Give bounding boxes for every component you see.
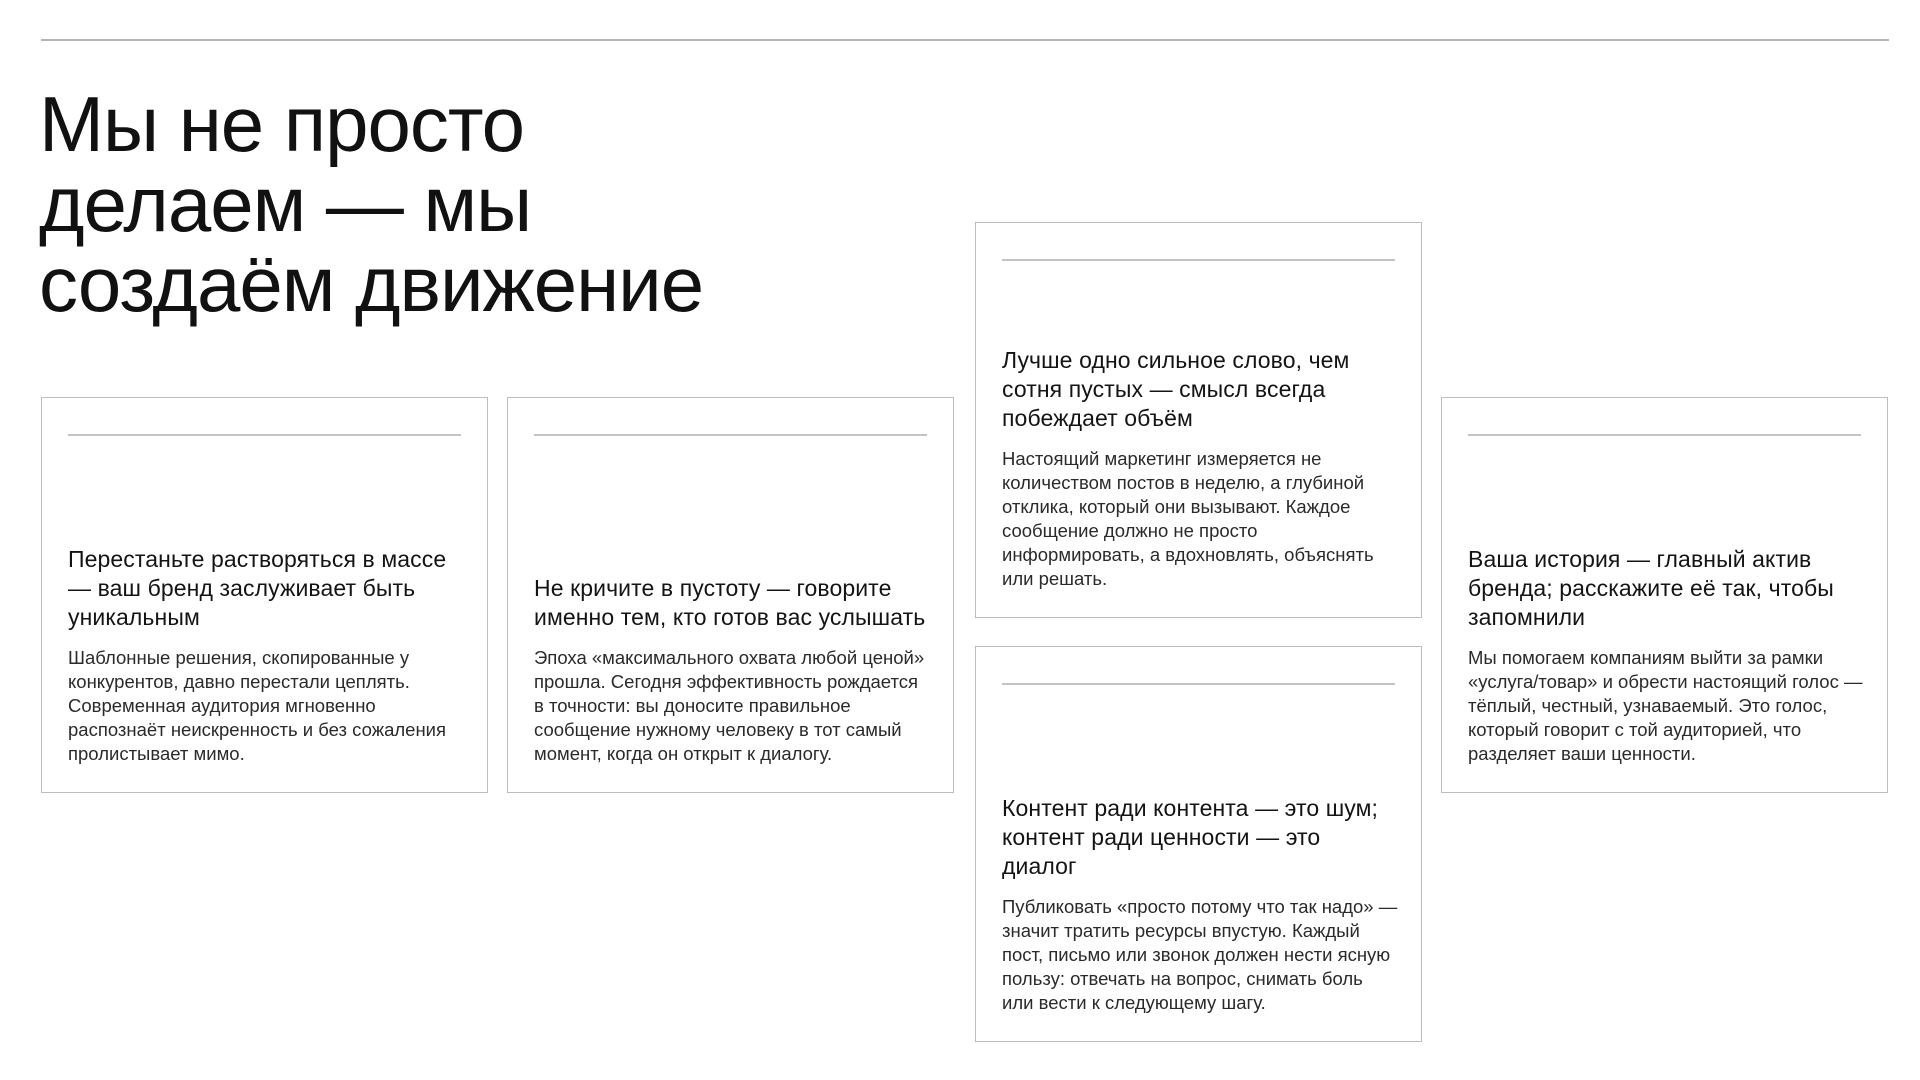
card-content [1002, 794, 1399, 1015]
card-divider [1002, 683, 1395, 685]
card-divider [534, 434, 927, 436]
card-divider [1002, 259, 1395, 261]
card-content [68, 545, 465, 766]
card-title: Лучше одно сильное слово, чем сотня пустых — смысл всегда побеждает объём [1002, 347, 1350, 431]
card-brand-story [1441, 397, 1888, 793]
headline-line-2: делаем — мы [39, 160, 532, 248]
card-content [1002, 346, 1399, 591]
card-text: Мы помогаем компаниям выйти за рамки «услуга/товар» и обрести настоящий голос — тёплый, честный, узнаваемый. Это голос, который говорит с той аудиторией, что разделяет ваши ценности. [1468, 647, 1863, 764]
card-text: Настоящий маркетинг измеряется не количеством постов в неделю, а глубиной отклика, который они вызывают. Каждое сообщение должно не просто информировать, а вдохновлять, объяснять или решать. [1002, 448, 1374, 589]
card-title: Не кричите в пустоту — говорите именно тем, кто готов вас услышать [534, 575, 926, 630]
card-title: Перестаньте растворяться в массе — ваш бренд заслуживает быть уникальным [68, 546, 447, 630]
headline-line-1: Мы не просто [39, 80, 525, 168]
card-content-value [975, 646, 1422, 1042]
headline-line-3: создаём движение [39, 240, 704, 328]
card-target-audience [507, 397, 954, 793]
card-text: Шаблонные решения, скопированные у конкурентов, давно перестали цеплять. Современная аудитория мгновенно распознаёт неискренность и без сожаления пролистывает мимо. [68, 647, 447, 764]
top-divider [41, 39, 1889, 41]
page-headline [39, 80, 939, 328]
card-unique-brand [41, 397, 488, 793]
card-title: Ваша история — главный актив бренда; расскажите её так, чтобы запомнили [1468, 546, 1834, 630]
card-content [534, 574, 931, 766]
card-meaning-over-volume [975, 222, 1422, 618]
card-content [1468, 545, 1865, 766]
card-title: Контент ради контента — это шум; контент ради ценности — это диалог [1002, 795, 1379, 879]
card-divider [68, 434, 461, 436]
card-divider [1468, 434, 1861, 436]
card-text: Публиковать «просто потому что так надо» — значит тратить ресурсы впустую. Каждый пост, письмо или звонок должен нести ясную пользу: отвечать на вопрос, снимать боль или вести к следующему шагу. [1002, 896, 1398, 1013]
card-text: Эпоха «максимального охвата любой ценой» прошла. Сегодня эффективность рождается в точности: вы доносите правильное сообщение нужному человеку в тот самый момент, когда он открыт к диалогу. [534, 647, 925, 764]
